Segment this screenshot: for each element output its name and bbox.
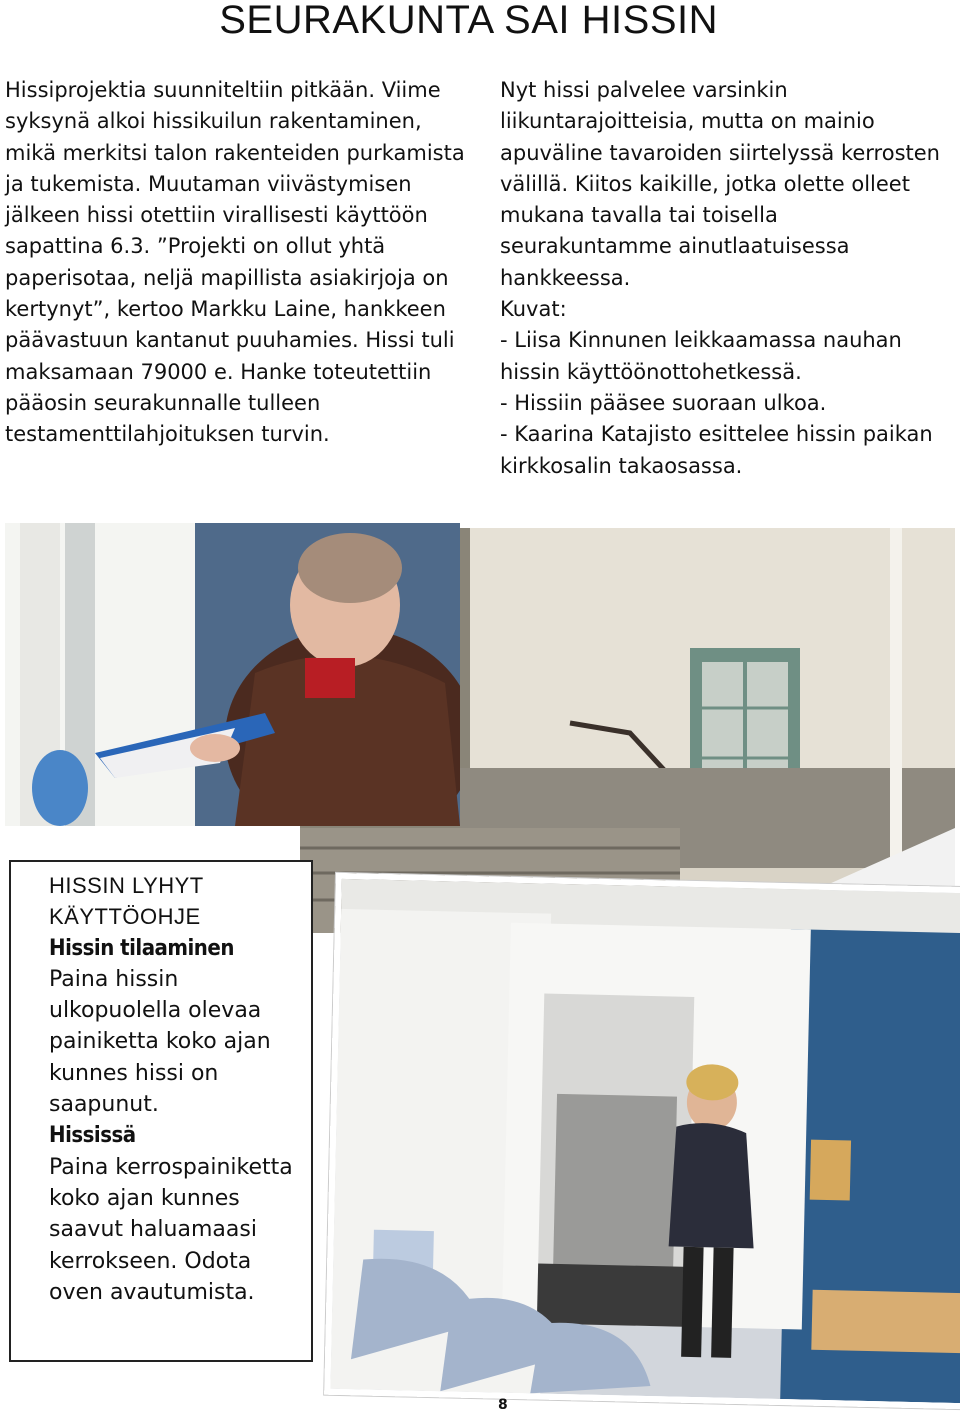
photo-ribbon-cutting	[5, 523, 460, 826]
guide-section1-text: Paina hissin ulkopuolella olevaa painiketta koko ajan kunnes hissi on saapunut.	[49, 966, 271, 1118]
article-body-left: Hissiprojektia suunniteltiin pitkään. Viime syksynä alkoi hissikuilun rakentaminen, mikä merkitsi talon rakenteiden purkamista ja tukemista. Muutaman viivästymisen jälkeen hissi otettiin virallisesti käyttöön sapattina 6.3. ”Projekti on ollut yhtä paperisotaa, neljä mapillista asiakirjoja on kertynyt”, kertoo Markku Laine, hankkeen päävastuun kantanut puuhamies. Hissi tuli maksamaan 79000 e. Hanke toteutettiin pääosin seurakunnalle tulleen testamenttilahjoituksen turvin.	[5, 78, 465, 447]
article-paragraph: Nyt hissi palvelee varsinkin liikuntarajoitteisia, mutta on mainio apuväline tavaroiden siirtelyssä kerrosten välillä. Kiitos kaikille, jotka olette olleet mukana tavalla tai toisella seurakuntamme ainutlaatuisessa hankkeessa.	[500, 78, 940, 290]
guide-section1-title: Hissin tilaaminen	[49, 935, 234, 961]
guide-section2-text: Paina kerrospainiketta koko ajan kunnes saavut haluamaasi kerrokseen. Odota oven avautumista.	[49, 1154, 293, 1305]
usage-instructions-box	[9, 860, 313, 1362]
article-body-right	[500, 75, 950, 482]
photo-elevator-indoor	[324, 873, 960, 1409]
caption-2: - Hissiin pääsee suoraan ulkoa.	[500, 390, 827, 415]
page-number: 8	[498, 1397, 508, 1413]
captions-heading: Kuvat:	[500, 297, 567, 322]
page-title: SEURAKUNTA SAI HISSIN	[219, 0, 718, 42]
guide-section2-title: Hississä	[49, 1123, 136, 1149]
caption-3: - Kaarina Katajisto esittelee hissin paikan kirkkosalin takaosassa.	[500, 422, 933, 478]
guide-heading-line1: HISSIN LYHYT	[49, 873, 204, 898]
caption-1: - Liisa Kinnunen leikkaamassa nauhan hissin käyttöönottohetkessä.	[500, 328, 902, 384]
guide-heading-line2: KÄYTTÖOHJE	[49, 904, 201, 930]
